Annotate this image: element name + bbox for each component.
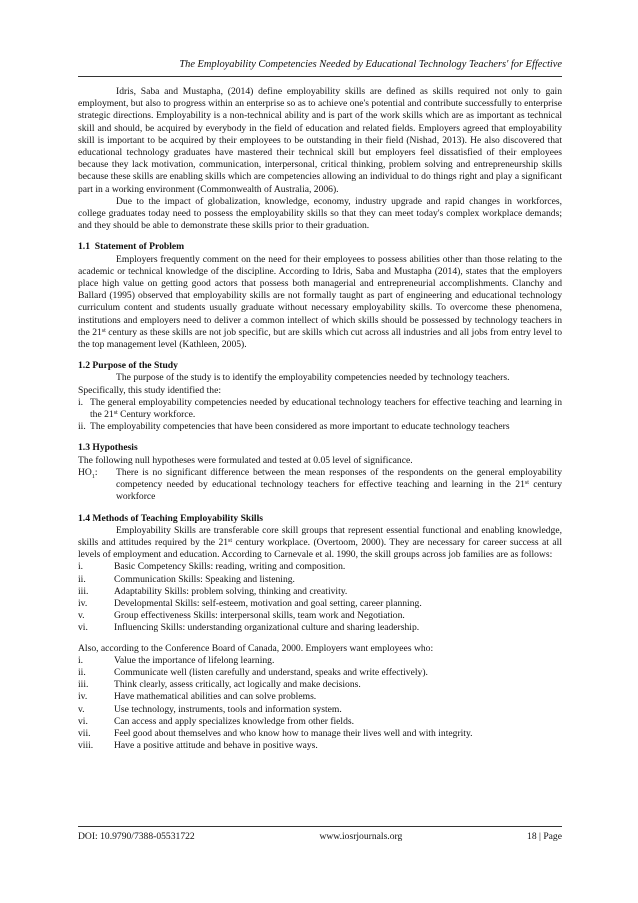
section-heading-1-3: 1.3 Hypothesis (78, 442, 138, 454)
spacer (78, 635, 562, 643)
superscript: st (113, 410, 118, 417)
list-number: vi. (78, 622, 88, 634)
list-text: Group effectiveness Skills: interpersonal skills, team work and Negotiation. (114, 610, 405, 622)
list-text: Value the importance of lifelong learning. (114, 654, 275, 666)
list-text: Have a positive attitude and behave in positive ways. (114, 740, 318, 752)
purpose-lead: Specifically, this study identified the: (78, 384, 221, 396)
list-number: i. (78, 561, 84, 573)
superscript: st (524, 480, 529, 487)
intro-paragraph-2: Due to the impact of globalization, knowledge, economy, industry upgrade and rapid changes in workforces, college graduates today need to possess the employability skills so that they can meet today's complex workplace demands; and they should be able to demonstrate these skills prior to their graduation. (78, 195, 562, 232)
list-item (78, 728, 562, 740)
list-item (78, 740, 562, 752)
list-item (78, 667, 562, 679)
running-header: The Employability Competencies Needed by Educational Technology Teachers' for Effective (78, 58, 562, 77)
hypothesis-label-colon: : (94, 466, 98, 478)
list-item (78, 598, 562, 610)
hypothesis-lead: The following null hypotheses were formulated and tested at 0.05 level of significance. (78, 454, 413, 466)
hypothesis-text-a: There is no significant difference between the mean responses of the respondents on the general employability competency needed by educational technology teachers for effective teaching and learning in the 21 (116, 466, 562, 491)
list-number: ii. (78, 421, 86, 433)
list-number: i. (78, 396, 84, 408)
skills-list (78, 561, 562, 634)
section-title: Statement of Problem (94, 241, 185, 253)
list-item (78, 622, 562, 634)
list-number: iv. (78, 597, 88, 609)
list-number: viii. (78, 740, 94, 752)
list-number: i. (78, 654, 84, 666)
list-text: Feel good about themselves and who know how to manage their lives well and with integrity. (114, 727, 473, 739)
purpose-paragraph: The purpose of the study is to identify the employability competencies needed by technology teachers. (116, 372, 510, 384)
list-number: iii. (78, 585, 89, 597)
hypothesis-text-b: century workforce (116, 479, 562, 503)
methods-text-b: century workplace. (Overtoom, 2000). They are necessary for career success at all levels of employment and education. According to Carnevale et al. 1990, the skill groups across job families are as follows: (78, 536, 562, 561)
list-number: ii. (78, 666, 86, 678)
list-item (78, 655, 562, 667)
section-heading-1-1 (78, 241, 562, 253)
subscript: 1 (91, 473, 95, 480)
section-number: 1.1 (78, 241, 90, 253)
employers-want-list (78, 655, 562, 753)
journal-url[interactable]: www.iosrjournals.org (319, 831, 403, 842)
list-number: vi. (78, 715, 88, 727)
problem-paragraph (78, 254, 562, 352)
list-text-b: Century workforce. (117, 409, 196, 421)
section-heading-1-4: 1.4 Methods of Teaching Employability Skills (78, 512, 263, 524)
superscript: st (228, 537, 233, 544)
problem-text-b: century as these skills are not job specific, but are skills which cut across all industries and all jobs from entry level to the top management level (Kathleen, 2005). (78, 326, 562, 351)
page-footer (78, 826, 562, 843)
list-number: iii. (78, 679, 89, 691)
list-number: iv. (78, 691, 88, 703)
superscript: st (101, 327, 106, 334)
employers-want-lead: Also, according to the Conference Board of Canada, 2000. Employers want employees who: (78, 642, 434, 654)
list-number: ii. (78, 573, 86, 585)
list-item (78, 679, 562, 691)
list-number: v. (78, 703, 85, 715)
list-text: Can access and apply specializes knowledge from other fields. (114, 715, 355, 727)
list-text (90, 397, 562, 421)
hypothesis-item (78, 467, 562, 504)
list-text: Developmental Skills: self-esteem, motivation and goal setting, career planning. (114, 597, 422, 609)
page-content (78, 86, 562, 752)
list-text: Have mathematical abilities and can solve problems. (114, 691, 317, 703)
list-number: vii. (78, 727, 91, 739)
list-item (78, 716, 562, 728)
problem-text-a: Employers frequently comment on the need for their employees to possess abilities other than those relating to the academic or technical knowledge of the discipline. According to Idris, Saba and Mustapha (2014), states that the employers place high value on getting good actors that possess both managerial and entrepreneurial accomplishments. Clanchy and Ballard (1995) observed that employability skills are not formally taught as part of engineering and educational technology curriculum content and students usually graduate without necessary employability skills. To overcome these phenomena, institutions and employers need to deliver a common intellect of which skills should be possessed by technology teachers in the 21 (78, 253, 562, 338)
list-item (78, 586, 562, 598)
methods-text-a: Employability Skills are transferable core skill groups that represent essential functional and enabling knowledge, skills and attitudes required by the 21 (78, 524, 562, 548)
list-item (78, 691, 562, 703)
list-item (78, 574, 562, 586)
intro-paragraph-1: Idris, Saba and Mustapha, (2014) define employability skills are defined as skills required not only to gain employment, but also to progress within an enterprise so as to achieve one's potential and contribute successfully to enterprise strategic directions. Employability is a non-technical ability and is part of the work skills which are as important as technical skill and should, be acquired by everybody in the field of education and related fields. Employers agreed that employability skill is important to be acquired by their employees to be outstanding in their field (Nishad, 2013). He also discovered that educational technology graduates have mastered their technical skill but employers feel dissatisfied of their employees because they lack motivation, communication, interpersonal, critical thinking, problem solving and entrepreneurship skills because these skills are enabling skills which are competencies allowing an individual to do things right and play a significant part in a working environment (Commonwealth of Australia, 2006). (78, 86, 562, 195)
list-text: Use technology, instruments, tools and information system. (114, 703, 342, 715)
section-heading-1-2: 1.2 Purpose of the Study (78, 360, 178, 372)
purpose-list (78, 397, 562, 434)
doi-text: DOI: 10.9790/7388-05531722 (78, 831, 195, 842)
methods-paragraph (78, 525, 562, 562)
page-number: 18 | Page (527, 831, 562, 842)
list-item (78, 397, 562, 421)
list-text: Communicate well (listen carefully and understand, speaks and write effectively). (114, 666, 428, 678)
list-text: The employability competencies that have been considered as more important to educate technology teachers (90, 421, 510, 433)
hypothesis-label-text: HO (78, 466, 92, 478)
list-text: Basic Competency Skills: reading, writing and composition. (114, 561, 346, 573)
list-number: v. (78, 610, 85, 622)
list-text-a: The general employability competencies needed by educational technology teachers for effective teaching and learning in the 21 (90, 396, 562, 421)
list-text: Influencing Skills: understanding organizational culture and sharing leadership. (114, 622, 420, 634)
list-item (78, 610, 562, 622)
list-item (78, 704, 562, 716)
list-text: Communication Skills: Speaking and listening. (114, 573, 295, 585)
list-text: Think clearly, assess critically, act logically and make decisions. (114, 679, 361, 691)
list-item (78, 421, 562, 433)
list-text: Adaptability Skills: problem solving, thinking and creativity. (114, 585, 348, 597)
hypothesis-label (78, 467, 116, 504)
hypothesis-text (116, 467, 562, 504)
list-item (78, 561, 562, 573)
